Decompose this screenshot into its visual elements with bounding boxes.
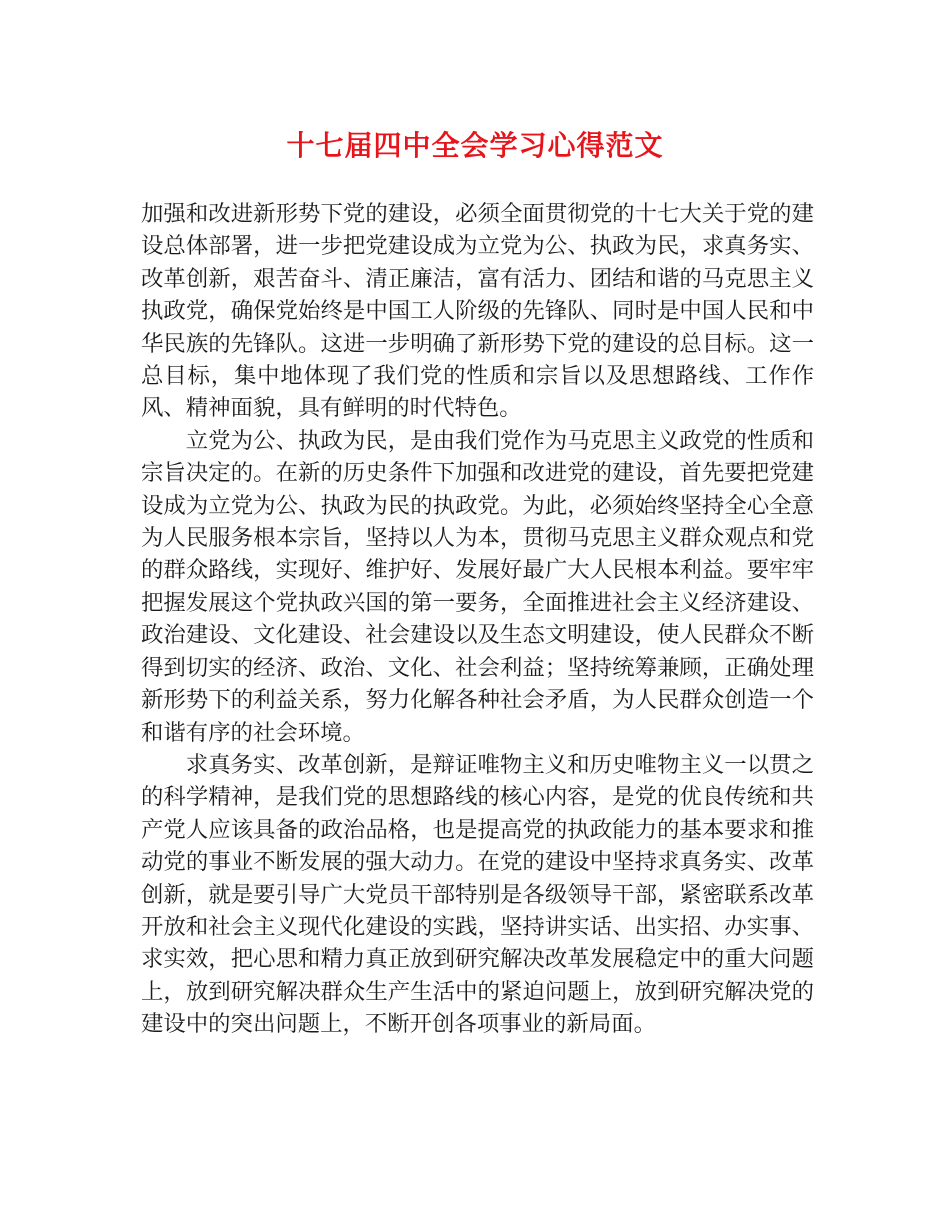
document-body <box>141 198 814 1041</box>
paragraph-3: 求真务实、改革创新，是辩证唯物主义和历史唯物主义一以贯之的科学精神，是我们党的思想路线的核心内容，是党的优良传统和共产党人应该具备的政治品格，也是提高党的执政能力的基本要求和推动党的事业不断发展的强大动力。在党的建设中坚持求真务实、改革创新，就是要引导广大党员干部特别是各级领导干部，紧密联系改革开放和社会主义现代化建设的实践，坚持讲实话、出实招、办实事、求实效，把心思和精力真正放到研究解决改革发展稳定中的重大问题上，放到研究解决群众生产生活中的紧迫问题上，放到研究解决党的建设中的突出问题上，不断开创各项事业的新局面。 <box>141 751 814 1038</box>
paragraph-1: 加强和改进新形势下党的建设，必须全面贯彻党的十七大关于党的建设总体部署，进一步把党建设成为立党为公、执政为民，求真务实、改革创新，艰苦奋斗、清正廉洁，富有活力、团结和谐的马克思主义执政党，确保党始终是中国工人阶级的先锋队、同时是中国人民和中华民族的先锋队。这进一步明确了新形势下党的建设的总目标。这一总目标，集中地体现了我们党的性质和宗旨以及思想路线、工作作风、精神面貌，具有鲜明的时代特色。 <box>141 201 814 422</box>
document-title: 十七届四中全会学习心得范文 <box>286 129 664 162</box>
paragraph-2: 立党为公、执政为民，是由我们党作为马克思主义政党的性质和宗旨决定的。在新的历史条件下加强和改进党的建设，首先要把党建设成为立党为公、执政为民的执政党。为此，必须始终坚持全心全意为人民服务根本宗旨，坚持以人为本，贯彻马克思主义群众观点和党的群众路线，实现好、维护好、发展好最广大人民根本利益。要牢牢把握发展这个党执政兴国的第一要务，全面推进社会主义经济建设、政治建设、文化建设、社会建设以及生态文明建设，使人民群众不断得到切实的经济、政治、文化、社会利益；坚持统筹兼顾，正确处理新形势下的利益关系，努力化解各种社会矛盾，为人民群众创造一个和谐有序的社会环境。 <box>141 427 814 746</box>
